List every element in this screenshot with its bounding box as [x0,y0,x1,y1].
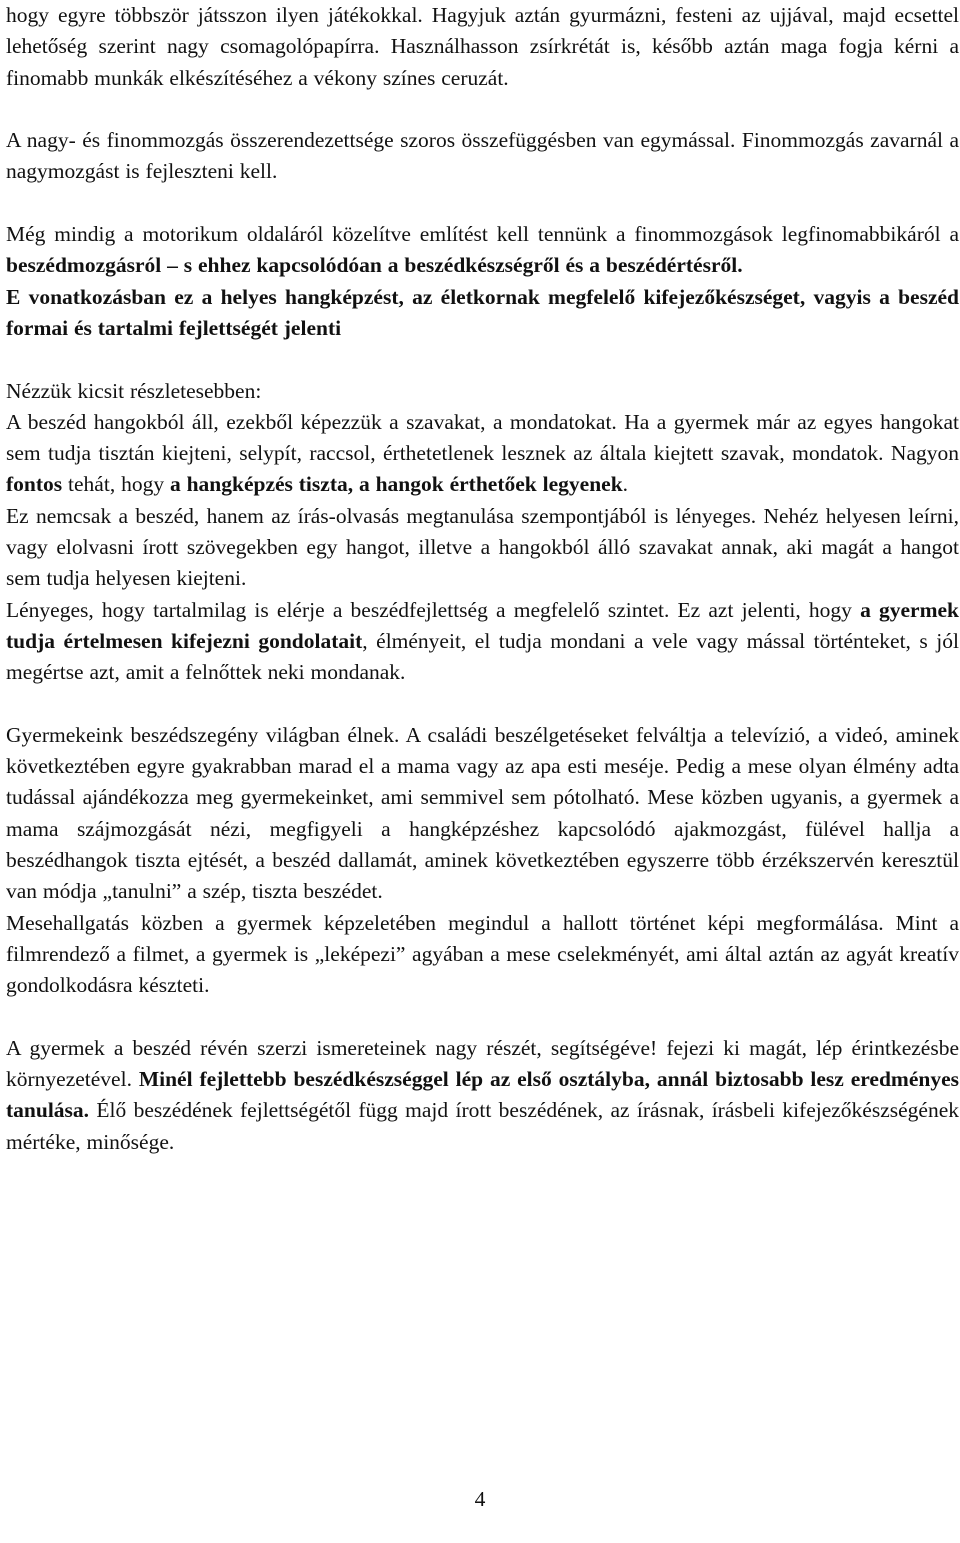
text-run: Élő beszédének fejlettségétől függ majd írott beszédének, az írásnak, írásbeli kifejezőkészségének mértéke, minősége. [6,1098,959,1154]
text-run: Nézzük kicsit részletesebben: [6,378,262,403]
text-run: , élményeit, el tudja mondani a vele vagy mással történteket, s jól megértse azt, amit a felnőttek neki mondanak. [6,628,959,685]
paragraph-p5 [6,376,959,407]
bold-text-run: fontos [6,472,63,497]
page-number: 4 [474,1487,486,1511]
paragraph-p11 [6,1033,959,1158]
text-run: Gyermekeink beszédszegény világban élnek. A családi beszélgetéseket felváltja a televízió, a videó, aminek következtében egyre gyakrabban marad el a mama vagy az apa esti meséje. Pedig a mese olyan élmény adta tudással ajándékozza meg gyermekeinket, ami semmivel sem pótolható. Mese közben ugyanis, a gyermek a mama szájmozgását nézi, megfigyeli a hangképzéshez kapcsolódó ajakmozgást, fülével hallja a beszédhangok tiszta ejtését, a beszéd dallamát, aminek következtében egyszerre több érzékszervén keresztül van módja „tanulni” a szép, tiszta beszédet. [6,722,959,904]
paragraph-p4 [6,282,959,345]
body-text [6,0,959,1158]
bold-text-run: a hangképzés tiszta, a hangok érthetőek legyenek [169,472,623,497]
document-page [6,0,959,1158]
paragraph-p9 [6,720,959,908]
text-run: Még mindig a motorikum oldaláról közelítve említést kell tennünk a finommozgások legfinomabbikáról a [6,222,959,247]
bold-text-run: E vonatkozásban ez a helyes hangképzést, az életkornak megfelelő kifejezőkészséget, vagyis a beszéd formai és tartalmi fejlettségét jelenti [6,284,959,340]
paragraph-p3 [6,219,959,282]
text-run: A nagy- és finommozgás összerendezettsége szoros összefüggésben van egymással. Finommozgás zavarnál a nagymozgást is fejleszteni kell. [6,128,959,184]
text-run: Lényeges, hogy tartalmilag is elérje a beszédfejlettség a megfelelő szintet. Ez azt jelenti, hogy [6,597,861,622]
paragraph-p2 [6,125,959,188]
paragraph-p7 [6,501,959,595]
text-run: A gyermek a beszéd révén szerzi ismereteinek nagy részét, segítségéve! fejezi ki magát, lép érintkezésbe környezetével. [6,1035,959,1092]
paragraph-p1 [6,0,959,94]
text-run: tehát, hogy [62,472,170,497]
paragraph-p10 [6,908,959,1002]
text-run: Ez nemcsak a beszéd, hanem az írás-olvasás megtanulása szempontjából is lényeges. Nehéz helyesen leírni, vagy elolvasni írott szövegekben egy hangot, illetve a hangokból álló szavakat annak, aki magát a hangot sem tudja helyesen kiejteni. [6,503,959,591]
bold-text-run: a gyermek tudja értelmesen kifejezni gondolatait [6,597,959,653]
text-run: Mesehallgatás közben a gyermek képzeletében megindul a hallott történet képi megformálása. Mint a filmrendező a filmet, a gyermek is „leképezi” agyában a mese cselekményét, ami által aztán az agyát kreatív gondolkodásra készteti. [6,910,959,998]
text-run: hogy egyre többször játsszon ilyen játékokkal. Hagyjuk aztán gyurmázni, festeni az ujjával, majd ecsettel lehetőség szerint nagy csomagolópapírra. Használhasson zsírkrétát is, később aztán maga fogja kérni a finomabb munkák elkészítéséhez a vékony színes ceruzát. [6,3,959,90]
bold-text-run: Minél fejlettebb beszédkészséggel lép az első osztályba, annál biztosabb lesz eredményes tanulása. [6,1067,959,1123]
text-run: A beszéd hangokból áll, ezekből képezzük a szavakat, a mondatokat. Ha a gyermek már az egyes hangokat sem tudja tisztán kiejteni, selypít, raccsol, érthetetlenek lesznek az általa kiejtett szavak, mondatok. Nagyon [6,409,959,466]
text-run: . [622,472,629,497]
bold-text-run: beszédmozgásról – s ehhez kapcsolódóan a beszédkészségről és a beszédértésről. [6,253,743,278]
paragraph-p8 [6,595,959,689]
paragraph-p6 [6,407,959,501]
